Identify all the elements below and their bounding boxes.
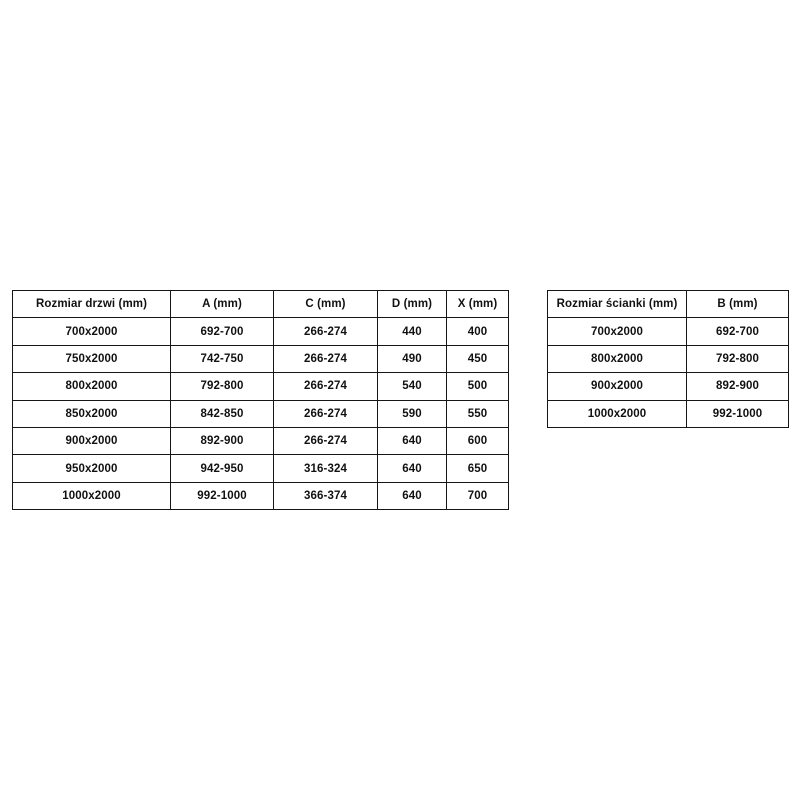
cell-c: 266-274: [274, 318, 378, 345]
column-header-rozmiar-drzwi: Rozmiar drzwi (mm): [13, 291, 171, 318]
table-row: [548, 345, 789, 372]
cell-b: 892-900: [687, 373, 789, 400]
table-row: [548, 373, 789, 400]
cell-b: 792-800: [687, 345, 789, 372]
table-row: [13, 482, 509, 509]
cell-c: 266-274: [274, 427, 378, 454]
cell-a: 992-1000: [171, 482, 274, 509]
cell-size: 900x2000: [548, 373, 687, 400]
cell-size: 700x2000: [13, 318, 171, 345]
cell-c: 366-374: [274, 482, 378, 509]
doors-table-head: [13, 291, 509, 318]
table-row: [13, 345, 509, 372]
column-header-c: C (mm): [274, 291, 378, 318]
cell-size: 800x2000: [13, 373, 171, 400]
cell-size: 850x2000: [13, 400, 171, 427]
cell-x: 550: [447, 400, 509, 427]
cell-x: 700: [447, 482, 509, 509]
doors-size-table-block: [12, 290, 508, 510]
cell-b: 692-700: [687, 318, 789, 345]
table-row: [548, 318, 789, 345]
tables-container: [0, 290, 800, 510]
cell-size: 950x2000: [13, 455, 171, 482]
table-row: [13, 400, 509, 427]
wall-size-table: [547, 290, 789, 428]
cell-x: 650: [447, 455, 509, 482]
column-header-x: X (mm): [447, 291, 509, 318]
cell-x: 600: [447, 427, 509, 454]
cell-c: 266-274: [274, 345, 378, 372]
table-row: [13, 318, 509, 345]
cell-size: 800x2000: [548, 345, 687, 372]
column-header-b: B (mm): [687, 291, 789, 318]
cell-a: 892-900: [171, 427, 274, 454]
table-row: [13, 427, 509, 454]
cell-d: 440: [378, 318, 447, 345]
cell-d: 490: [378, 345, 447, 372]
cell-d: 640: [378, 455, 447, 482]
table-header-row: [13, 291, 509, 318]
table-row: [13, 455, 509, 482]
cell-d: 640: [378, 427, 447, 454]
cell-size: 900x2000: [13, 427, 171, 454]
table-row: [13, 373, 509, 400]
cell-a: 742-750: [171, 345, 274, 372]
column-header-rozmiar-scianki: Rozmiar ścianki (mm): [548, 291, 687, 318]
cell-size: 1000x2000: [548, 400, 687, 427]
wall-table-body: [548, 318, 789, 428]
cell-d: 590: [378, 400, 447, 427]
cell-c: 266-274: [274, 373, 378, 400]
cell-size: 750x2000: [13, 345, 171, 372]
wall-size-table-block: [547, 290, 788, 428]
cell-x: 500: [447, 373, 509, 400]
cell-c: 266-274: [274, 400, 378, 427]
cell-size: 700x2000: [548, 318, 687, 345]
cell-d: 540: [378, 373, 447, 400]
cell-c: 316-324: [274, 455, 378, 482]
cell-b: 992-1000: [687, 400, 789, 427]
cell-a: 942-950: [171, 455, 274, 482]
cell-d: 640: [378, 482, 447, 509]
doors-table-body: [13, 318, 509, 510]
table-row: [548, 400, 789, 427]
cell-a: 792-800: [171, 373, 274, 400]
column-header-d: D (mm): [378, 291, 447, 318]
cell-size: 1000x2000: [13, 482, 171, 509]
column-header-a: A (mm): [171, 291, 274, 318]
cell-a: 842-850: [171, 400, 274, 427]
cell-x: 450: [447, 345, 509, 372]
cell-x: 400: [447, 318, 509, 345]
wall-table-head: [548, 291, 789, 318]
doors-size-table: [12, 290, 509, 510]
table-header-row: [548, 291, 789, 318]
cell-a: 692-700: [171, 318, 274, 345]
